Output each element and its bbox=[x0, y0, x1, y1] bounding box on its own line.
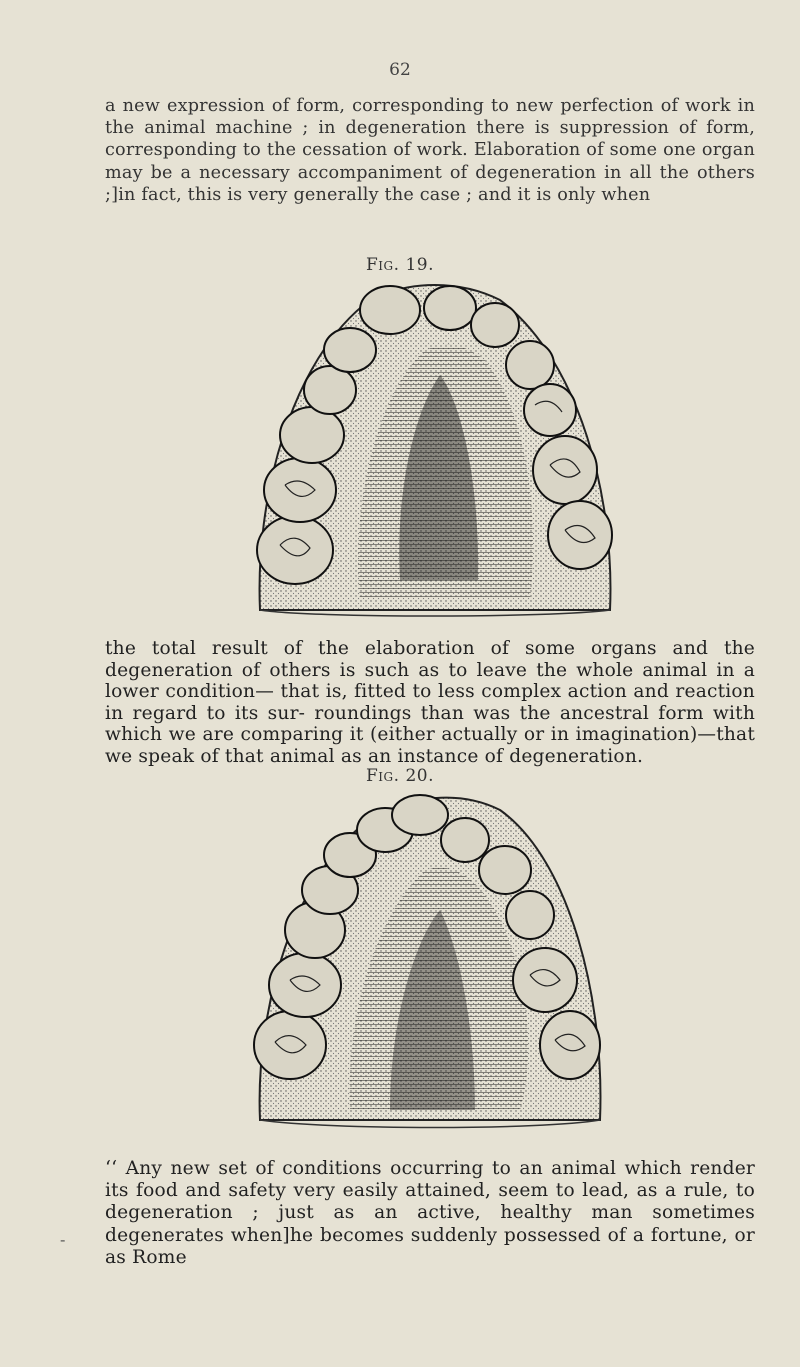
paragraph-top: a new expression of form, corresponding to new perfection of work in the animal machine ; in degeneration there is suppression of form, corresponding to the cessation of work. Elaboration of some one organ may be a necessary accompaniment of degeneration in all the others ;]in fact, this is very generally the case ; and it is only when bbox=[105, 96, 755, 205]
margin-mark: - bbox=[60, 1230, 66, 1249]
paragraph-bottom: ‘‘ Any new set of conditions occurring to an animal which render its food and safety very easily attained, seem to lead, as a rule, to degeneration ; just as an active, healthy man sometimes degenerates when]he becomes suddenly possessed of a fortune, or as Rome bbox=[105, 1158, 755, 1268]
figure-19-illustration bbox=[250, 280, 620, 620]
page-number: 62 bbox=[389, 60, 411, 80]
paragraph-middle: the total result of the elaboration of some organs and the degeneration of others is such as to leave the whole animal in a lower condition— that is, fitted to less complex action and reaction in regard to its sur- roundings than was the ancestral form with which we are comparing it (either actually or in imagination)—that we speak of that animal as an instance of degeneration. bbox=[105, 638, 755, 767]
figure-20-label: Fig. 20. bbox=[366, 766, 434, 786]
figure-19-label: Fig. 19. bbox=[366, 255, 434, 275]
figure-20-illustration bbox=[250, 780, 610, 1140]
